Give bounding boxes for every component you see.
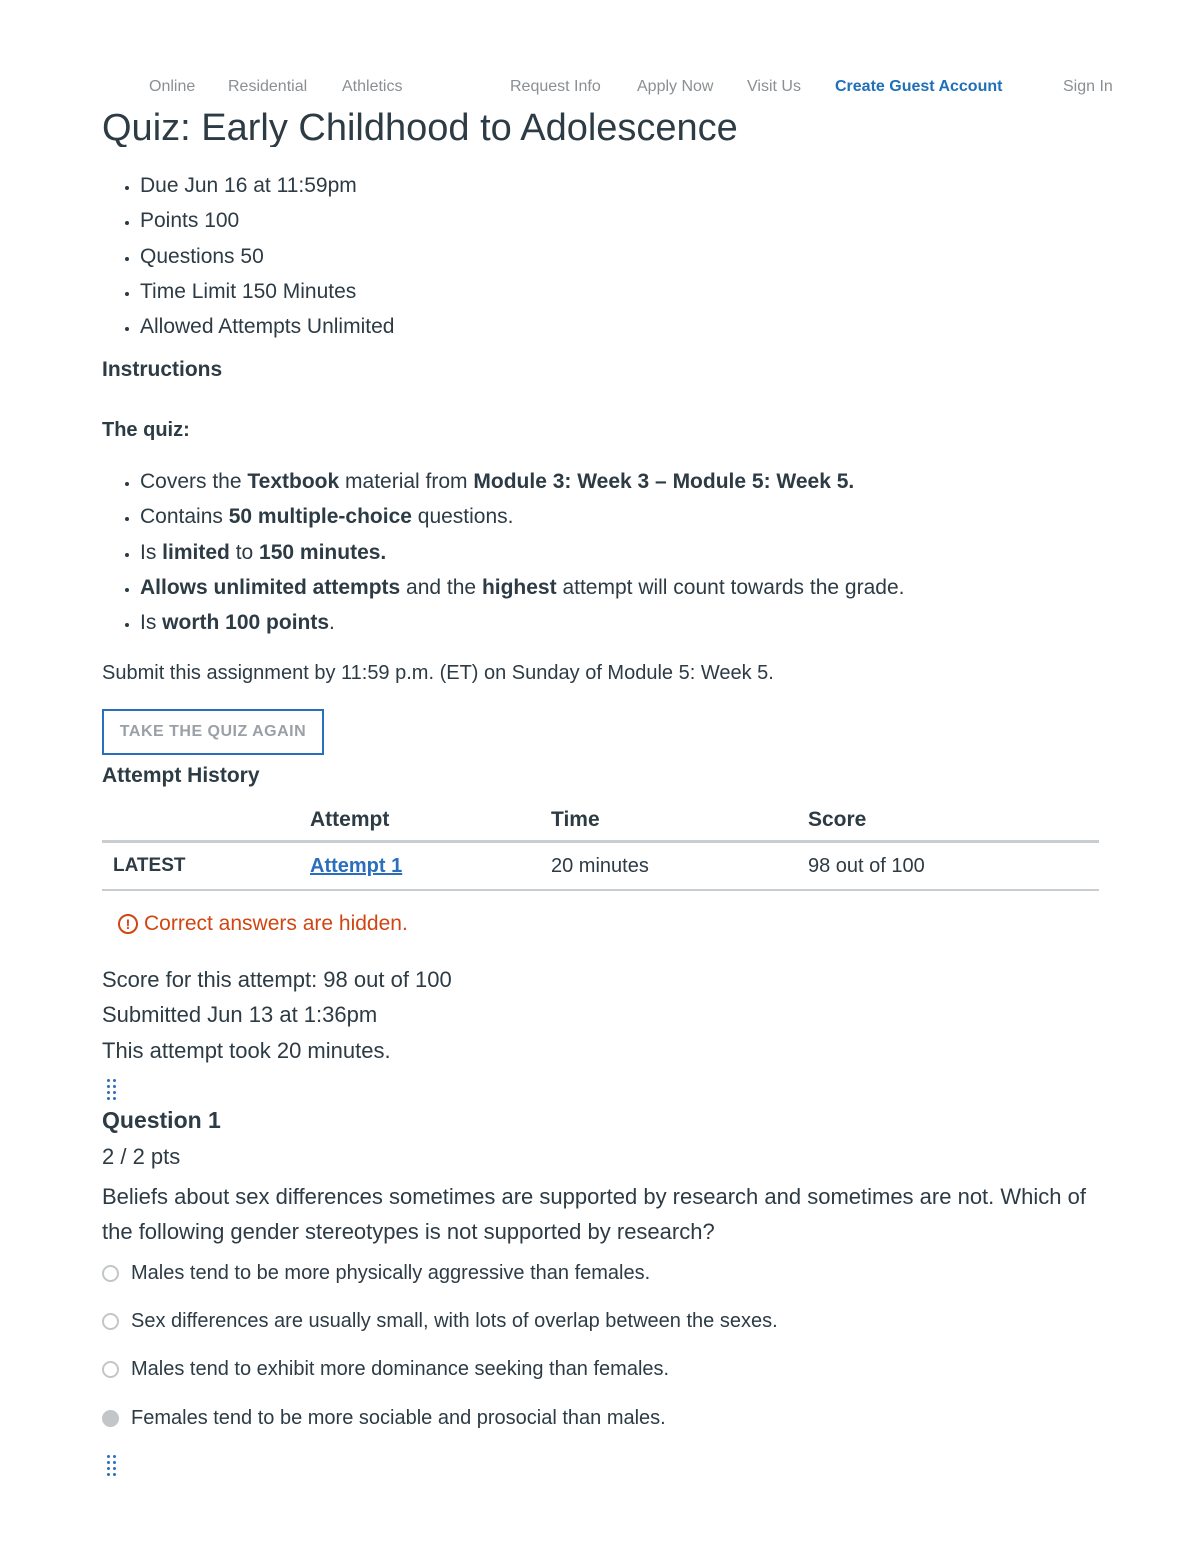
answers-hidden-text: Correct answers are hidden. (144, 912, 408, 935)
rule-emphasis: highest (481, 575, 557, 599)
rule-emphasis: Module 3: Week 3 – Module 5: Week 5. (473, 470, 855, 493)
rule-emphasis: 150 minutes. (259, 540, 387, 564)
detail-points: • Points 100 (140, 203, 394, 238)
attempt-history-table (102, 800, 1099, 891)
rule-emphasis: worth 100 points (162, 611, 330, 635)
rule-text: to (229, 540, 260, 564)
nav-residential-link[interactable]: Residential (228, 78, 308, 95)
instructions-list (102, 464, 904, 640)
nav-visit-us-link[interactable]: Visit Us (747, 78, 801, 95)
rule-emphasis: Textbook (247, 470, 340, 493)
column-header-time: Time (551, 800, 808, 842)
detail-due: • Due Jun 16 at 11:59pm (140, 168, 394, 203)
question-title: Question 1 (102, 1107, 221, 1133)
rule-emphasis: 50 multiple-choice (228, 505, 412, 529)
nav-create-guest-account-link[interactable]: Create Guest Account (835, 78, 1003, 95)
radio-button-selected[interactable] (102, 1410, 119, 1427)
answer-option[interactable] (102, 1258, 650, 1288)
attempt-submitted: Submitted Jun 13 at 1:36pm (102, 1002, 378, 1028)
column-header-attempt: Attempt (310, 800, 551, 842)
attempt-cell (310, 842, 551, 891)
page-title: Quiz: Early Childhood to Adolescence (102, 107, 738, 147)
rule-text: Contains (140, 505, 229, 529)
drag-handle-icon[interactable] (107, 1455, 117, 1477)
submit-deadline-note: Submit this assignment by 11:59 p.m. (ET) on Sunday of Module 5: Week 5. (102, 662, 774, 684)
answers-hidden-notice (118, 912, 408, 936)
latest-label: LATEST (102, 842, 310, 891)
rule-text: Is (140, 611, 163, 635)
rule-text: Is (140, 540, 163, 564)
rule-emphasis: limited (162, 540, 230, 564)
rule-text: attempt will count towards the grade. (556, 575, 905, 599)
rule-text: and the (400, 575, 482, 599)
take-quiz-again-button[interactable]: TAKE THE QUIZ AGAIN (102, 709, 324, 755)
rule-attempts (140, 570, 904, 605)
attempt-summary (102, 962, 452, 1068)
question-points: 2 / 2 pts (102, 1144, 181, 1169)
nav-online-link[interactable]: Online (149, 78, 196, 95)
answer-label: Males tend to exhibit more dominance seeking than females. (131, 1357, 670, 1380)
answer-option[interactable] (102, 1354, 669, 1384)
attempt-score: Score for this attempt: 98 out of 100 (102, 967, 452, 992)
rule-text: . (329, 611, 335, 635)
rule-covers (140, 464, 904, 499)
score-cell: 98 out of 100 (808, 842, 1099, 891)
nav-sign-in-link[interactable]: Sign In (1063, 78, 1113, 95)
answer-label: Females tend to be more sociable and prosocial than males. (131, 1406, 666, 1429)
rule-text: material from (339, 470, 474, 493)
nav-apply-now-link[interactable]: Apply Now (637, 78, 714, 95)
question-text: Beliefs about sex differences sometimes are supported by research and sometimes are not. Which of the following gender stereotypes is not supported by research? (102, 1184, 1086, 1244)
answer-label: Males tend to be more physically aggressive than females. (131, 1261, 651, 1284)
table-header-row (102, 800, 1099, 842)
rule-text: questions. (411, 505, 514, 529)
drag-handle-icon[interactable] (107, 1079, 117, 1101)
rule-text: Covers the (140, 470, 248, 493)
table-row (102, 842, 1099, 891)
rule-emphasis: Allows unlimited attempts (140, 575, 401, 599)
rule-worth (140, 605, 904, 640)
column-header-score: Score (808, 800, 1099, 842)
attempt-history-heading: Attempt History (102, 764, 260, 787)
attempt-1-link[interactable]: Attempt 1 (310, 854, 403, 877)
time-cell: 20 minutes (551, 842, 808, 891)
answer-label: Sex differences are usually small, with lots of overlap between the sexes. (131, 1309, 778, 1332)
instructions-subheading: The quiz: (102, 419, 190, 441)
rule-limited (140, 535, 904, 570)
instructions-heading: Instructions (102, 358, 223, 381)
radio-button[interactable] (102, 1361, 119, 1378)
radio-button[interactable] (102, 1313, 119, 1330)
column-header-blank (102, 800, 310, 842)
nav-request-info-link[interactable]: Request Info (510, 78, 601, 95)
answer-option-selected[interactable] (102, 1403, 666, 1433)
rule-contains (140, 499, 904, 534)
attempt-duration: This attempt took 20 minutes. (102, 1037, 391, 1063)
detail-time-limit: • Time Limit 150 Minutes (140, 274, 394, 309)
quiz-details-list (102, 168, 394, 344)
nav-athletics-link[interactable]: Athletics (342, 78, 403, 95)
detail-attempts: • Allowed Attempts Unlimited (140, 309, 394, 344)
answer-option[interactable] (102, 1306, 778, 1336)
warning-icon: ! (118, 914, 138, 934)
radio-button[interactable] (102, 1265, 119, 1282)
detail-questions: • Questions 50 (140, 239, 394, 274)
